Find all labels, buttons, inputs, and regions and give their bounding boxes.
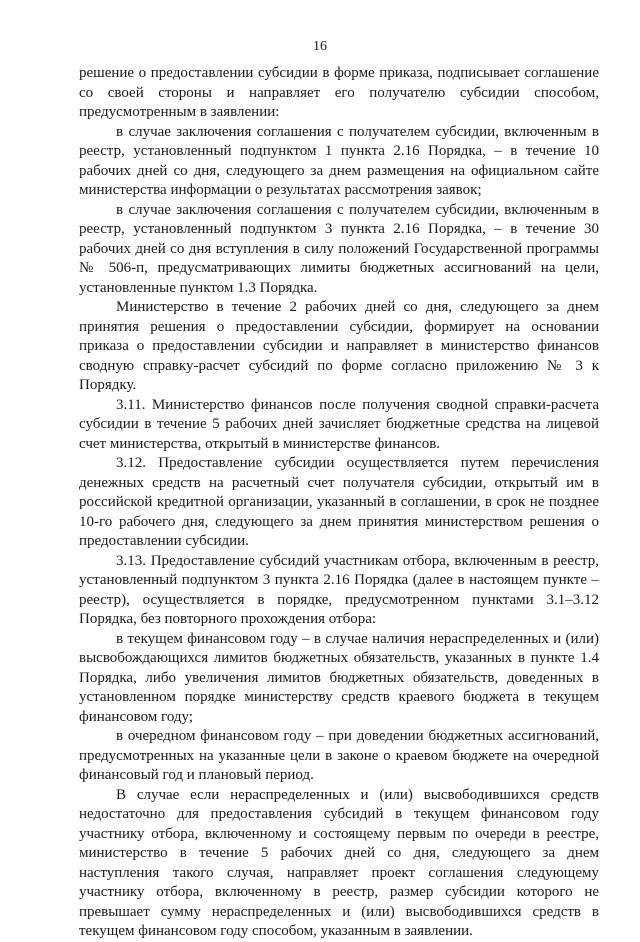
paragraph-continuation: решение о предоставлении субсидии в форме приказа, подписывает соглашение со своей стороны и направляет его получателю субсидии способом, предусмотренным в заявлении: bbox=[79, 65, 599, 120]
paragraph-subclause-1: в случае заключения соглашения с получателем субсидии, включенным в реестр, установленный подпунктом 1 пункта 2.16 Порядка, – в течение 10 рабочих дней со дня, следующего за днем размещения на официальном сайте министерства информации о результатах рассмотрения заявок; bbox=[79, 123, 599, 198]
paragraph-current-year: в текущем финансовом году – в случае наличия нераспределенных и (или) высвобождающихся лимитов бюджетных обязательств, указанных в пункте 1.4 Порядка, либо увеличения лимитов бюджетных обязательств, доведенных в установленном порядке министерству средств краевого бюджета в текущем финансовом году; bbox=[79, 630, 599, 725]
document-body bbox=[79, 64, 599, 942]
paragraph-subclause-3: в случае заключения соглашения с получателем субсидии, включенным в реестр, установленный подпунктом 3 пункта 2.16 Порядка, – в течение 30 рабочих дней со дня вступления в силу положений Государственной программы № 506-п, предусматривающих лимиты бюджетных ассигнований на цели, установленные пунктом 1.3 Порядка. bbox=[79, 201, 599, 296]
paragraph-3-12: 3.12. Предоставление субсидии осуществляется путем перечисления денежных средств на расчетный счет получателя субсидии, открытый им в российской кредитной организации, указанный в соглашении, в срок не позднее 10-го рабочего дня, следующего за днем принятия министерством решения о предоставлении субсидии. bbox=[79, 455, 599, 549]
paragraph-next-year: в очередном финансовом году – при доведении бюджетных ассигнований, предусмотренных на указанные цели в законе о краевом бюджете на очередной финансовый год и плановый период. bbox=[79, 728, 599, 783]
paragraph-ministry-summary: Министерство в течение 2 рабочих дней со дня, следующего за днем принятия решения о предоставлении субсидии, формирует на основании приказа о предоставлении субсидии и направляет в министерство финансов сводную справку-расчет субсидий по форме согласно приложению № 3 к Порядку. bbox=[79, 299, 599, 393]
paragraph-3-13: 3.13. Предоставление субсидий участникам отбора, включенным в реестр, установленный подпунктом 3 пункта 2.16 Порядка (далее в настоящем пункте – реестр), осуществляется в порядке, предусмотренном пунктами 3.1–3.12 Порядка, без повторного прохождения отбора: bbox=[79, 552, 599, 627]
paragraph-3-11: 3.11. Министерство финансов после получения сводной справки-расчета субсидии в течение 5 рабочих дней зачисляет бюджетные средства на лицевой счет министерства, открытый в министерстве финансов. bbox=[79, 396, 599, 452]
paragraph-insufficient-funds: В случае если нераспределенных и (или) высвободившихся средств недостаточно для предоставления субсидий в текущем финансовом году участнику отбора, включенному и состоящему первым по очереди в реестре, министерство в течение 5 рабочих дней со дня, следующего за днем наступления такого случая, направляет проект соглашения следующему участнику отбора, включенному в реестр, размер субсидии которого не превышает сумму нераспределенных и (или) высвободившихся средств в текущем финансовом году способом, указанным в заявлении. bbox=[79, 786, 599, 939]
page-number: 16 bbox=[313, 39, 327, 54]
